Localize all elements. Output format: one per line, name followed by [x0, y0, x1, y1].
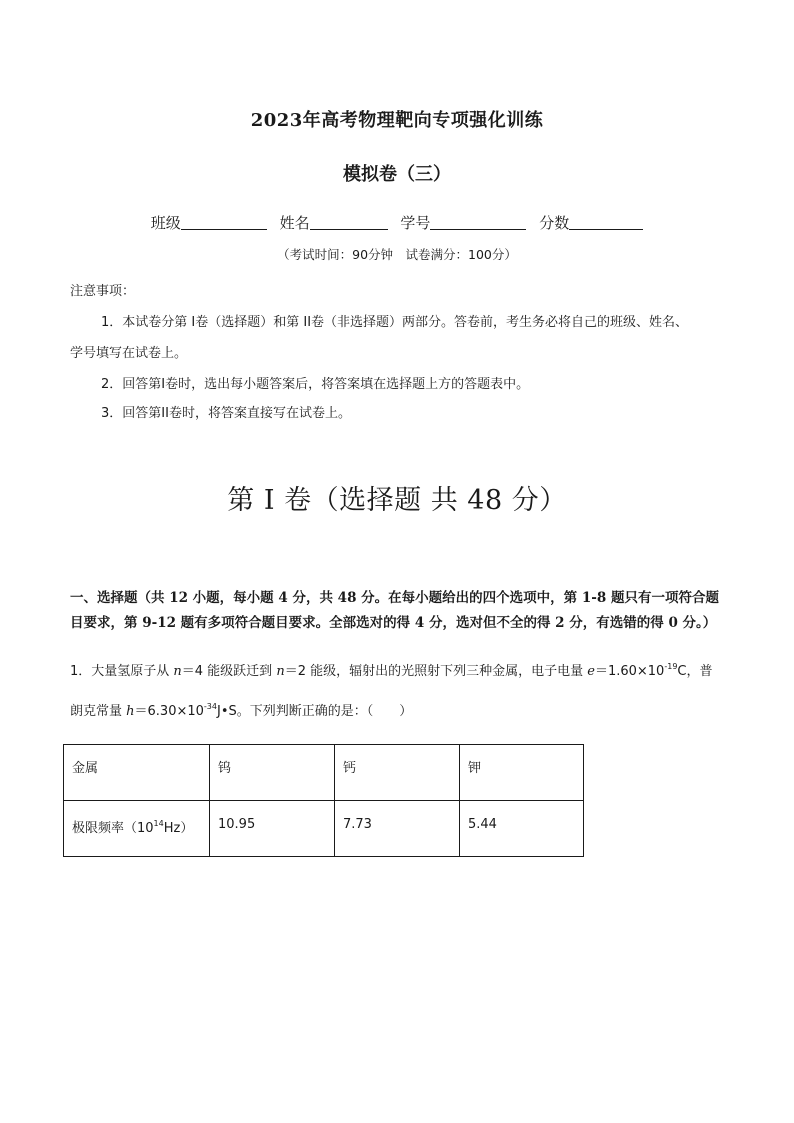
notice-item-3: 3．回答第II卷时，将答案直接写在试卷上。 — [101, 406, 351, 421]
name-field[interactable] — [280, 212, 388, 233]
q1-var-h: h — [126, 704, 135, 719]
score-blank[interactable] — [569, 213, 643, 230]
student-id-field[interactable] — [400, 212, 526, 233]
table-header-tungsten: 钨 — [210, 745, 335, 801]
class-blank[interactable] — [181, 213, 267, 230]
table-header-metal: 金属 — [64, 745, 210, 801]
q1-exp-e: -19 — [664, 662, 678, 671]
table-header-calcium: 钙 — [335, 745, 460, 801]
student-id-blank[interactable] — [430, 213, 526, 230]
table-header-potassium: 钾 — [460, 745, 584, 801]
row-label-text: 极限频率（10 — [72, 821, 154, 836]
q1-text-d: ＝1.60×10 — [594, 664, 665, 679]
row-label-exponent: 14 — [153, 819, 164, 828]
q1-var-e: e — [587, 664, 595, 679]
class-label: 班级 — [150, 214, 181, 232]
threshold-frequency-table — [63, 744, 584, 857]
notice-item-2: 2．回答第I卷时，选出每小题答案后，将答案填在选择题上方的答题表中。 — [101, 377, 530, 392]
q1-var-n: n — [173, 664, 182, 679]
student-info-line — [0, 212, 794, 233]
section-one-instructions: 一、选择题（共 12 小题，每小题 4 分，共 48 分。在每小题给出的四个选项中，第 1-8 题只有一项符合题目要求，第 9-12 题有多项符合题目要求。全部选对的得 4 分，选对但不全的得 2 分，有选错的得 0 分。） — [70, 590, 719, 631]
table-row — [64, 801, 584, 857]
table-header-row — [64, 745, 584, 801]
student-id-label: 学号 — [400, 214, 431, 232]
notice-heading: 注意事项： — [70, 284, 136, 299]
q1-text-c: ＝2 能级，辐射出的光照射下列三种金属，电子电量 — [284, 664, 588, 679]
row-label-unit: Hz） — [163, 821, 194, 836]
q1-text-g: ＝6.30×10 — [134, 704, 204, 719]
table-cell-potassium: 5.44 — [460, 801, 584, 857]
q1-text-h: J•S。下列判断正确的是：（ ） — [216, 704, 413, 719]
question-1-line-2 — [70, 700, 412, 719]
name-blank[interactable] — [310, 213, 388, 230]
score-label: 分数 — [539, 214, 570, 232]
table-row-label — [64, 801, 210, 857]
q1-text-e: C，普 — [677, 664, 713, 679]
score-field[interactable] — [539, 212, 643, 233]
page-subtitle: 模拟卷（三） — [343, 164, 451, 185]
table-cell-calcium: 7.73 — [335, 801, 460, 857]
q1-text-a: 1．大量氢原子从 — [70, 664, 174, 679]
notice-item-1-line-1: 1．本试卷分第 I卷（选择题）和第 II卷（非选择题）两部分。答卷前，考生务必将自己的班级、姓名、 — [101, 315, 689, 330]
table-cell-tungsten: 10.95 — [210, 801, 335, 857]
q1-exp-h: -34 — [203, 702, 217, 711]
notice-item-1-line-2: 学号填写在试卷上。 — [70, 346, 188, 361]
q1-text-f: 朗克常量 — [70, 704, 127, 719]
question-1-line-1 — [70, 660, 713, 679]
page-title: 2023年高考物理靶向专项强化训练 — [250, 110, 544, 131]
name-label: 姓名 — [279, 214, 310, 232]
class-field[interactable] — [151, 212, 267, 233]
q1-var-n-2: n — [276, 664, 285, 679]
q1-text-b: ＝4 能级跃迁到 — [181, 664, 277, 679]
exam-time-note: （考试时间：90分钟 试卷满分：100分） — [277, 247, 517, 262]
part-one-title: 第 I 卷（选择题 共 48 分） — [227, 485, 567, 516]
